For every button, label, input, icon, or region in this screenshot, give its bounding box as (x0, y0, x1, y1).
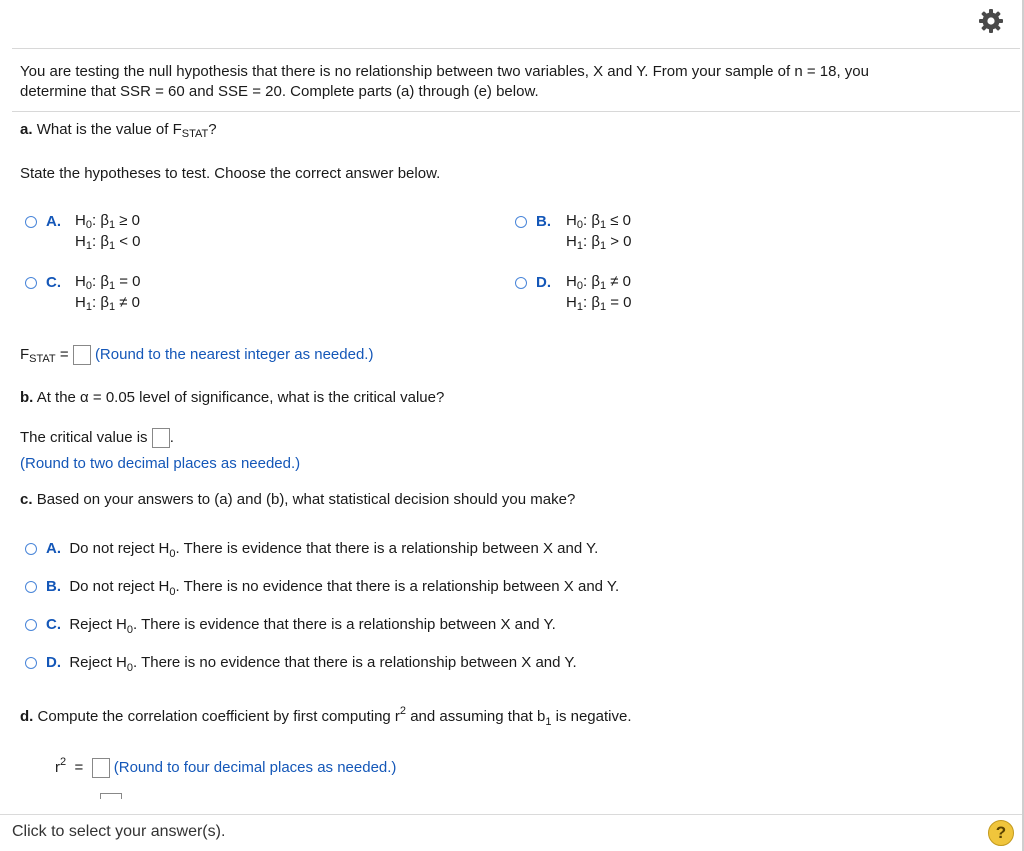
radio-hyp-d[interactable] (515, 277, 527, 289)
critical-value-hint: (Round to two decimal places as needed.) (20, 455, 301, 472)
clipped-input-box (100, 793, 122, 799)
option-b-hypotheses[interactable]: $H_0$: $\beta_1 \le 0$ $H_1$: $\beta_1 > 0$ (566, 212, 632, 252)
r-squared-row: $r^2$ = (Round to four decimal places as needed.) (55, 758, 396, 778)
decision-option-d[interactable]: D. Reject $H_0$. There is no evidence that there is a relationship between X and Y. (46, 654, 577, 674)
radio-decision-d[interactable] (25, 657, 37, 669)
hypotheses-prompt: State the hypotheses to test. Choose the correct answer below. (20, 165, 441, 182)
option-c-hypotheses[interactable]: $H_0$: $\beta_1 = 0$ $H_1$: $\beta_1 \ne 0$ (75, 273, 141, 313)
r-squared-hint: (Round to four decimal places as needed.) (113, 758, 397, 776)
option-c-letter: C. (46, 274, 61, 291)
divider (12, 48, 1020, 49)
option-d-letter: D. (536, 274, 551, 291)
critical-value-input[interactable] (152, 428, 170, 448)
part-a-question: a. What is the value of $F_{STAT}$? (20, 121, 217, 140)
fstat-input[interactable] (73, 345, 91, 365)
radio-decision-a[interactable] (25, 543, 37, 555)
option-d-hypotheses[interactable]: $H_0$: $\beta_1 \ne 0$ $H_1$: $\beta_1 = 0$ (566, 273, 632, 313)
fstat-hint: (Round to the nearest integer as needed.) (94, 345, 374, 363)
critical-value-row: The critical value is . (20, 428, 174, 448)
status-text: Click to select your answer(s). (12, 823, 226, 840)
option-a-letter: A. (46, 213, 61, 230)
intro-line-1: You are testing the null hypothesis that there is no relationship between two variables, X and Y. From your sample of n = 18, you (20, 63, 869, 80)
part-d-question: d. Compute the correlation coefficient by first computing $r^2$ and assuming that $b_1$ is negative. (20, 705, 632, 728)
option-b-letter: B. (536, 213, 551, 230)
gear-icon[interactable] (976, 6, 1006, 36)
option-a-hypotheses[interactable]: $H_0$: $\beta_1 \ge 0$ $H_1$: $\beta_1 < 0$ (75, 212, 141, 252)
radio-decision-b[interactable] (25, 581, 37, 593)
r-squared-input[interactable] (92, 758, 110, 778)
help-button[interactable]: ? (988, 820, 1014, 846)
intro-line-2: determine that SSR = 60 and SSE = 20. Complete parts (a) through (e) below. (20, 83, 539, 100)
part-c-question: c. Based on your answers to (a) and (b), what statistical decision should you make? (20, 491, 576, 508)
part-b-question: b. At the α = 0.05 level of significance, what is the critical value? (20, 389, 445, 406)
divider (12, 111, 1020, 112)
radio-decision-c[interactable] (25, 619, 37, 631)
footer-divider (0, 814, 1022, 815)
radio-hyp-b[interactable] (515, 216, 527, 228)
decision-option-b[interactable]: B. Do not reject $H_0$. There is no evidence that there is a relationship between X and Y. (46, 578, 620, 598)
fstat-answer-row: $F_{STAT}$ = (Round to the nearest integer as needed.) (20, 345, 374, 365)
radio-hyp-a[interactable] (25, 216, 37, 228)
decision-option-a[interactable]: A. Do not reject $H_0$. There is evidence that there is a relationship between X and Y. (46, 540, 599, 560)
radio-hyp-c[interactable] (25, 277, 37, 289)
decision-option-c[interactable]: C. Reject $H_0$. There is evidence that there is a relationship between X and Y. (46, 616, 556, 636)
